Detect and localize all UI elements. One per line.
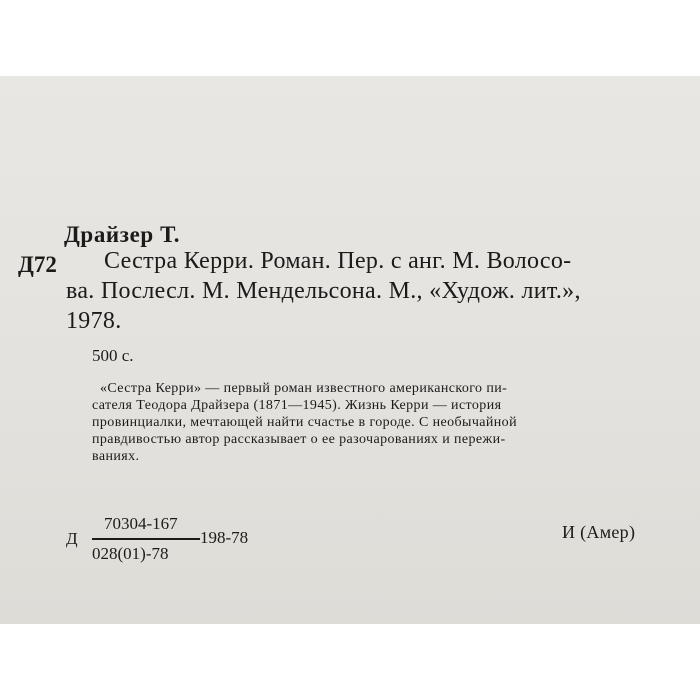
bib-line: Сестра Керри. Роман. Пер. с анг. М. Волосо- — [104, 248, 572, 274]
annotation-line: сателя Теодора Драйзера (1871—1945). Жизнь Керри — история — [92, 398, 502, 413]
index-numerator: 70304-167 — [104, 514, 178, 533]
bib-line: ва. Послесл. М. Мендельсона. М., «Худож. лит.», — [66, 278, 581, 304]
annotation-line: ваниях. — [92, 449, 140, 464]
annotation-line: правдивостью автор рассказывает о ее разочарованиях и пережи- — [92, 432, 506, 447]
catalog-card-page — [0, 76, 700, 624]
index-letter: Д — [66, 529, 78, 548]
bibliographic-description — [66, 246, 581, 336]
annotation-line: «Сестра Керри» — первый роман известного американского пи- — [100, 381, 508, 396]
page-count: 500 с. — [92, 346, 134, 365]
annotation — [92, 380, 517, 465]
author-name: Драйзер Т. — [64, 222, 181, 247]
index-suffix: 198-78 — [200, 528, 249, 547]
bib-line: 1978. — [66, 308, 122, 334]
annotation-line: провинциалки, мечтающей найти счастье в городе. С необычайной — [92, 415, 517, 430]
library-code: Д72 — [18, 252, 57, 277]
fraction-line — [92, 538, 200, 540]
index-denominator: 028(01)-78 — [92, 544, 169, 563]
classification-mark: И (Амер) — [562, 522, 636, 542]
